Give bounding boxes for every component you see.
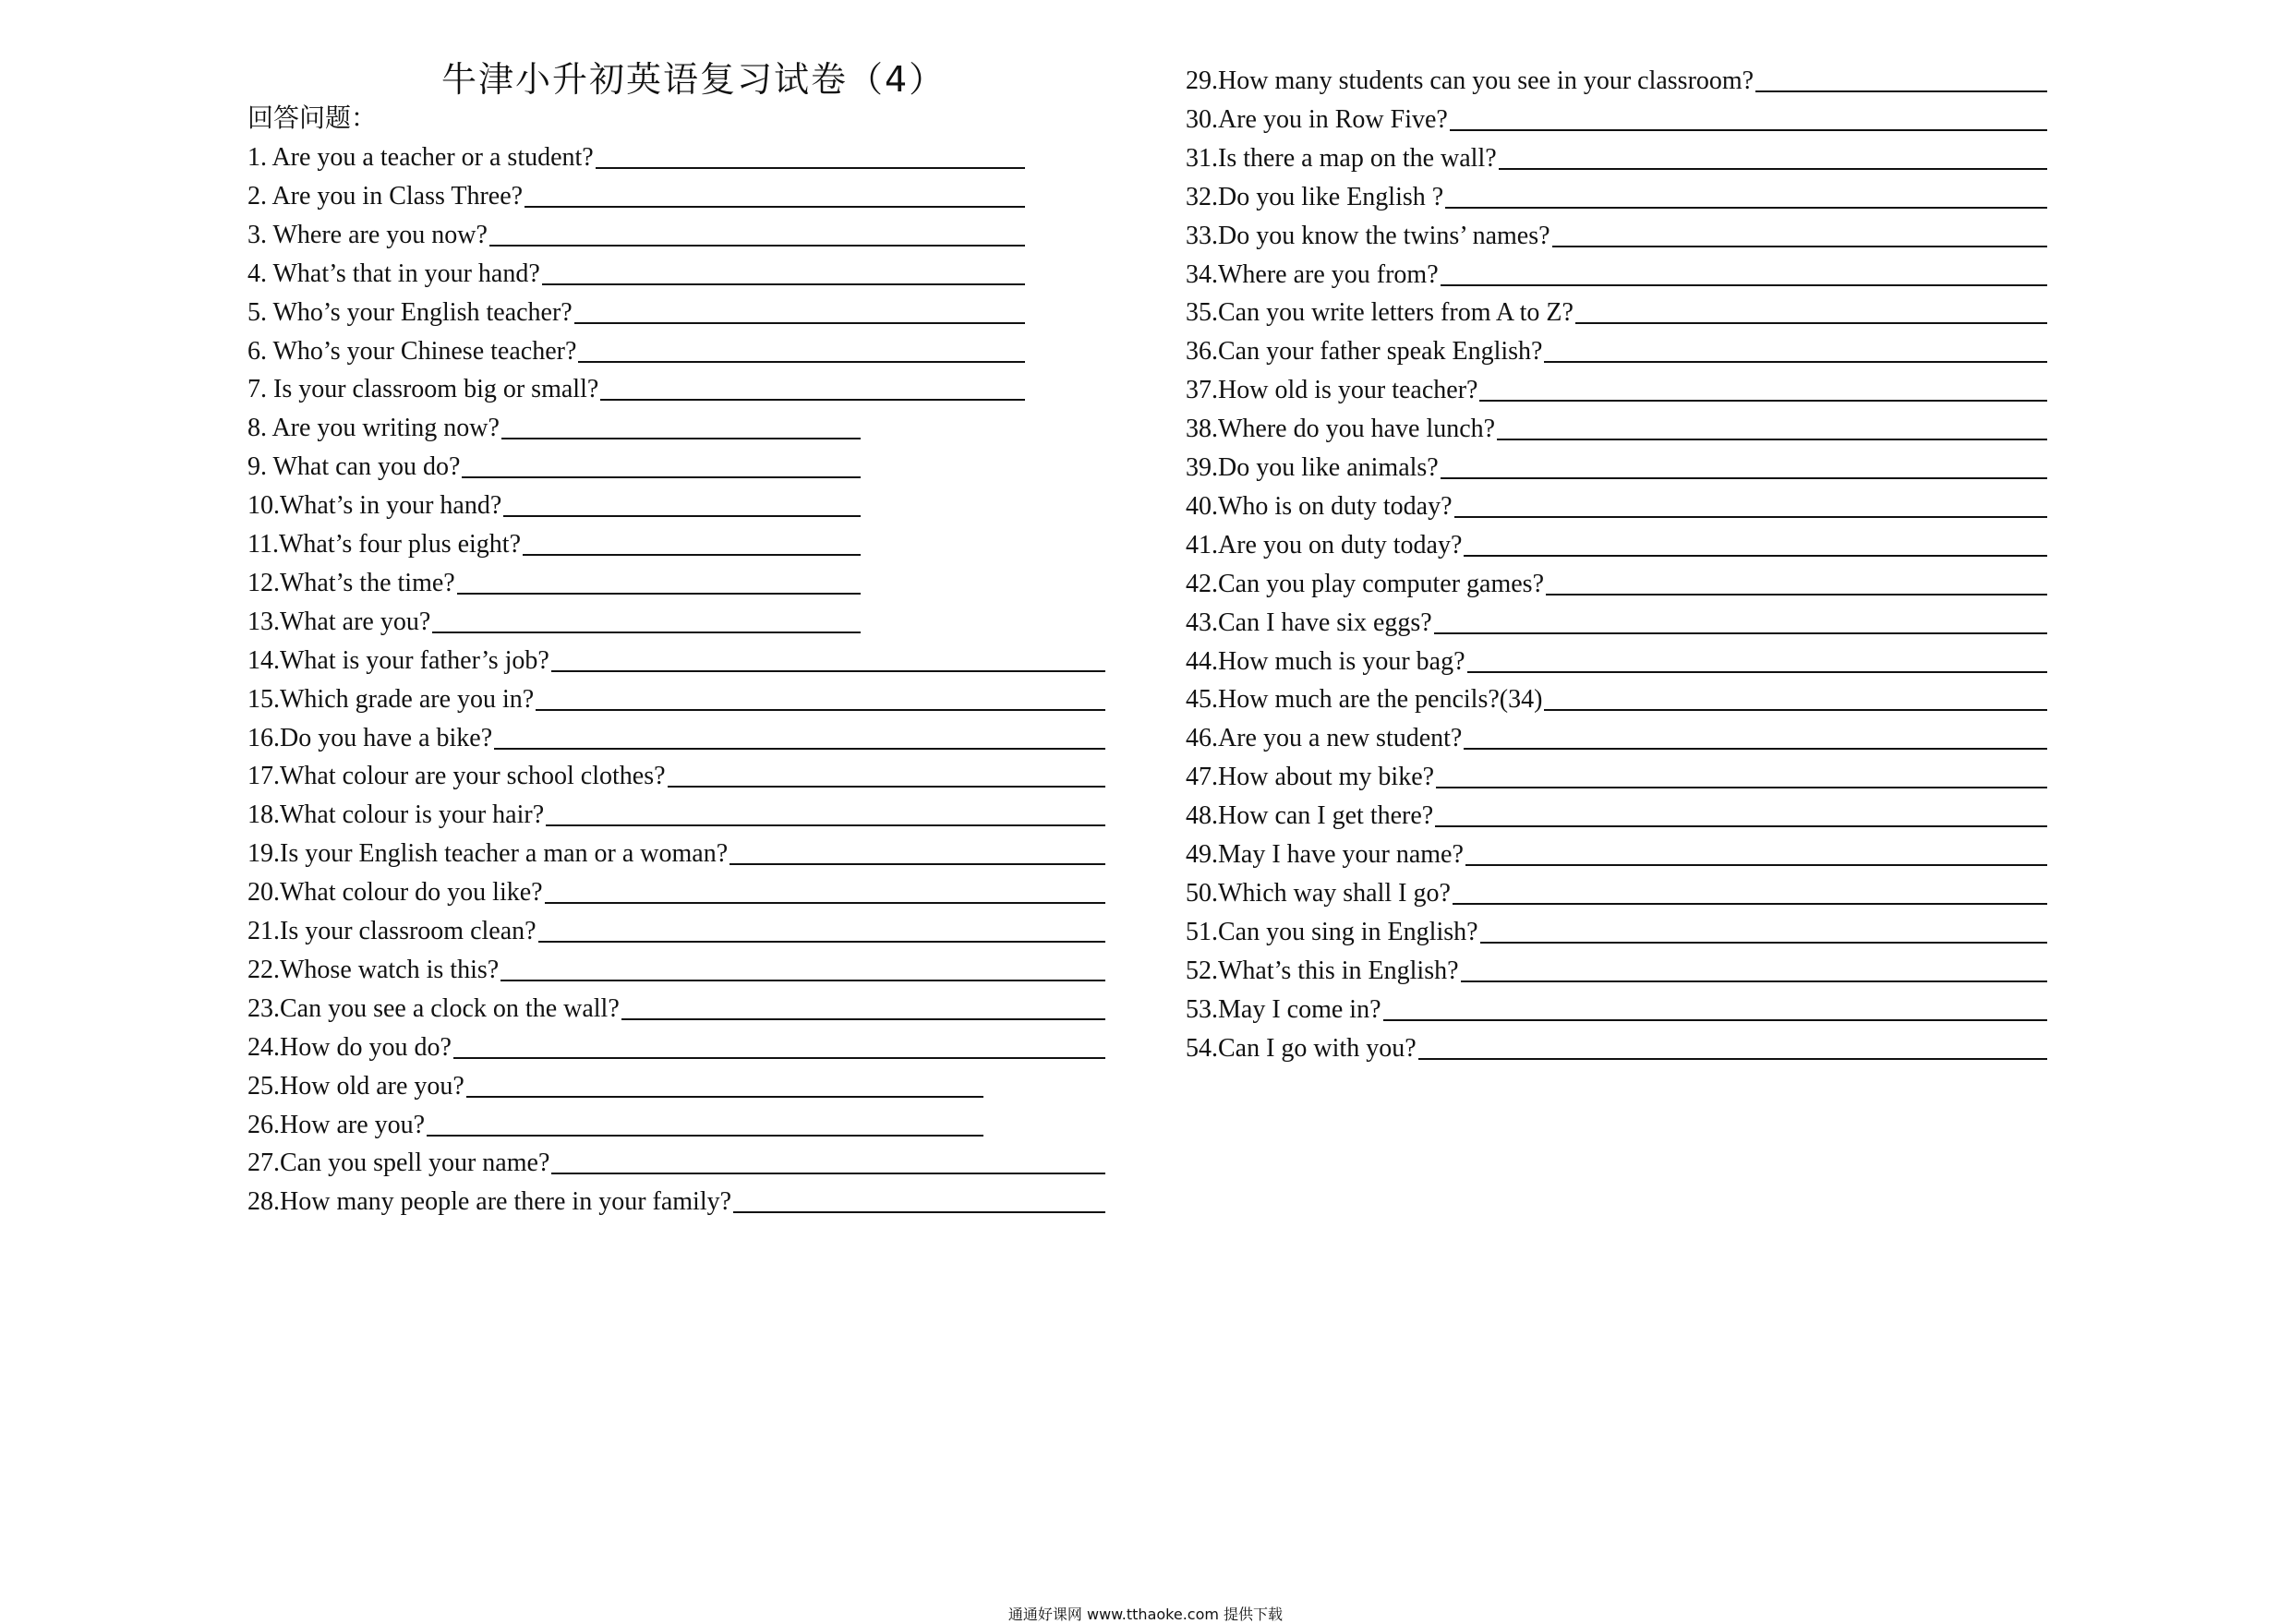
question-row — [247, 678, 1105, 716]
question-text: 5. Who’s your English teacher? — [247, 297, 573, 327]
answer-blank[interactable] — [1552, 246, 2047, 247]
answer-blank[interactable] — [1453, 903, 2047, 905]
question-row — [247, 291, 1025, 330]
question-row — [247, 948, 1105, 987]
question-text: 46.Are you a new student? — [1186, 724, 1463, 753]
question-row — [1186, 407, 2047, 446]
question-text: 1. Are you a teacher or a student? — [247, 143, 594, 172]
answer-blank[interactable] — [500, 980, 1105, 981]
question-text: 36.Can your father speak English? — [1186, 337, 1543, 367]
question-text: 47.How about my bike? — [1186, 763, 1435, 792]
answer-blank[interactable] — [523, 554, 861, 556]
answer-blank[interactable] — [578, 361, 1025, 363]
answer-blank[interactable] — [1479, 400, 2047, 402]
answer-blank[interactable] — [733, 1211, 1105, 1213]
answer-blank[interactable] — [1445, 207, 2047, 209]
answer-blank[interactable] — [1546, 594, 2047, 595]
question-text: 43.Can I have six eggs? — [1186, 607, 1432, 637]
question-text: 11.What’s four plus eight? — [247, 530, 522, 559]
question-row — [247, 252, 1025, 291]
question-text: 4. What’s that in your hand? — [247, 259, 540, 288]
answer-blank[interactable] — [1464, 555, 2047, 557]
question-text: 9. What can you do? — [247, 452, 461, 482]
question-text: 48.How can I get there? — [1186, 801, 1434, 831]
question-row — [1186, 523, 2047, 562]
answer-blank[interactable] — [551, 670, 1105, 672]
answer-blank[interactable] — [1434, 632, 2047, 634]
question-text: 52.What’s this in English? — [1186, 956, 1459, 985]
answer-blank[interactable] — [462, 476, 861, 478]
question-row — [247, 213, 1025, 252]
question-row — [1186, 755, 2047, 794]
question-row — [1186, 253, 2047, 292]
question-text: 27.Can you spell your name? — [247, 1149, 550, 1178]
answer-blank[interactable] — [1497, 439, 2047, 440]
question-row — [247, 716, 1105, 755]
question-row — [247, 445, 861, 484]
question-row — [247, 639, 1105, 678]
question-row — [1186, 910, 2047, 949]
question-row — [247, 909, 1105, 948]
question-text: 6. Who’s your Chinese teacher? — [247, 336, 577, 366]
question-text: 30.Are you in Row Five? — [1186, 104, 1448, 134]
question-text: 17.What colour are your school clothes? — [247, 762, 666, 791]
question-row — [1186, 137, 2047, 175]
question-text: 8. Are you writing now? — [247, 414, 500, 443]
answer-blank[interactable] — [730, 863, 1105, 865]
question-row — [247, 561, 861, 600]
answer-blank[interactable] — [1755, 90, 2047, 92]
question-text: 19.Is your English teacher a man or a woman? — [247, 839, 729, 869]
question-text: 14.What is your father’s job? — [247, 645, 549, 675]
question-row — [1186, 833, 2047, 872]
question-row — [1186, 291, 2047, 330]
answer-blank[interactable] — [1465, 864, 2047, 866]
question-text: 21.Is your classroom clean? — [247, 917, 537, 945]
question-row — [1186, 872, 2047, 910]
question-row — [247, 174, 1025, 213]
answer-blank[interactable] — [574, 322, 1025, 324]
question-row — [1186, 949, 2047, 988]
answer-blank[interactable] — [1383, 1019, 2048, 1021]
question-row — [1186, 98, 2047, 137]
question-text: 31.Is there a map on the wall? — [1186, 143, 1497, 173]
question-text: 33.Do you know the twins’ names? — [1186, 221, 1550, 250]
question-row — [247, 330, 1025, 368]
answer-blank[interactable] — [457, 593, 861, 595]
question-text: 20.What colour do you like? — [247, 878, 543, 908]
question-text: 41.Are you on duty today? — [1186, 530, 1463, 559]
question-text: 37.How old is your teacher? — [1186, 376, 1478, 405]
question-row — [1186, 330, 2047, 368]
section-heading: 回答问题： — [247, 102, 378, 133]
question-row — [247, 1065, 983, 1103]
question-row — [1186, 368, 2047, 407]
answer-blank[interactable] — [501, 438, 861, 439]
question-row — [247, 987, 1105, 1026]
question-text: 16.Do you have a bike? — [247, 723, 493, 752]
question-row — [247, 1141, 1105, 1180]
question-row — [1186, 485, 2047, 523]
answer-blank[interactable] — [545, 902, 1105, 904]
question-row — [247, 136, 1025, 174]
question-text: 32.Do you like English ? — [1186, 182, 1444, 211]
question-row — [1186, 716, 2047, 755]
question-row — [1186, 562, 2047, 601]
question-row — [1186, 59, 2047, 98]
footer-source: 通通好课网 www.tthaoke.com 提供下载 — [1007, 1606, 1284, 1623]
question-row — [247, 832, 1105, 871]
answer-blank[interactable] — [1480, 942, 2047, 944]
answer-blank[interactable] — [1464, 748, 2047, 750]
page-title: 牛津小升初英语复习试卷（4） — [441, 59, 947, 100]
question-row — [247, 1180, 1105, 1219]
answer-blank[interactable] — [1441, 284, 2047, 286]
question-row — [1186, 175, 2047, 214]
answer-blank[interactable] — [1450, 129, 2047, 131]
question-text: 7. Is your classroom big or small? — [247, 375, 599, 404]
question-row — [247, 523, 861, 561]
answer-blank[interactable] — [536, 709, 1105, 711]
answer-blank[interactable] — [1454, 516, 2047, 518]
answer-blank[interactable] — [503, 515, 861, 517]
answer-blank[interactable] — [600, 399, 1025, 401]
answer-blank[interactable] — [489, 245, 1025, 247]
question-text: 13.What are you? — [247, 607, 431, 636]
question-text: 15.Which grade are you in? — [247, 684, 535, 714]
answer-blank[interactable] — [538, 941, 1105, 943]
answer-blank[interactable] — [1461, 980, 2047, 982]
question-row — [247, 600, 861, 639]
answer-blank[interactable] — [546, 824, 1105, 826]
question-row — [247, 367, 1025, 406]
question-text: 29.How many students can you see in your classroom? — [1186, 66, 1754, 95]
answer-blank[interactable] — [1441, 477, 2047, 479]
answer-blank[interactable] — [1436, 787, 2047, 788]
question-row — [1186, 794, 2047, 833]
question-row — [247, 754, 1105, 793]
question-row — [1186, 678, 2047, 716]
answer-blank[interactable] — [1544, 361, 2047, 363]
question-text: 50.Which way shall I go? — [1186, 878, 1451, 908]
question-text: 51.Can you sing in English? — [1186, 917, 1478, 946]
question-row — [1186, 446, 2047, 485]
question-row — [1186, 601, 2047, 640]
question-text: 49.May I have your name? — [1186, 840, 1464, 869]
answer-blank[interactable] — [466, 1096, 983, 1098]
question-text: 24.How do you do? — [247, 1032, 452, 1062]
question-row — [1186, 214, 2047, 253]
answer-blank[interactable] — [1435, 825, 2047, 827]
question-row — [247, 793, 1105, 832]
question-text: 25.How old are you? — [247, 1071, 464, 1101]
question-text: 34.Where are you from? — [1186, 259, 1439, 289]
question-text: 26.How are you? — [247, 1110, 426, 1139]
answer-blank[interactable] — [1544, 709, 2047, 711]
answer-blank[interactable] — [551, 1173, 1105, 1174]
answer-blank[interactable] — [427, 1135, 983, 1137]
question-row — [247, 1103, 983, 1142]
question-text: 35.Can you write letters from A to Z? — [1186, 298, 1574, 328]
question-row — [247, 1026, 1105, 1065]
question-text: 28.How many people are there in your family? — [247, 1187, 732, 1217]
answer-blank[interactable] — [542, 283, 1025, 285]
question-text: 53.May I come in? — [1186, 994, 1381, 1024]
question-text: 44.How much is your bag? — [1186, 646, 1465, 676]
question-text: 42.Can you play computer games? — [1186, 569, 1545, 598]
question-text: 54.Can I go with you? — [1186, 1033, 1417, 1063]
question-text: 23.Can you see a clock on the wall? — [247, 993, 620, 1023]
question-text: 12.What’s the time? — [247, 568, 455, 597]
answer-blank[interactable] — [432, 632, 861, 633]
answer-blank[interactable] — [453, 1057, 1105, 1059]
answer-blank[interactable] — [668, 786, 1105, 788]
answer-blank[interactable] — [1499, 168, 2047, 170]
question-text: 39.Do you like animals? — [1186, 453, 1439, 482]
question-text: 45.How much are the pencils?(34) — [1186, 685, 1543, 715]
question-text: 40.Who is on duty today? — [1186, 491, 1453, 521]
question-row — [247, 484, 861, 523]
question-text: 18.What colour is your hair? — [247, 800, 545, 830]
question-text: 2. Are you in Class Three? — [247, 181, 524, 211]
question-text: 38.Where do you have lunch? — [1186, 415, 1496, 444]
answer-blank[interactable] — [1418, 1058, 2047, 1060]
answer-blank[interactable] — [1467, 671, 2047, 673]
question-text: 22.Whose watch is this? — [247, 955, 500, 984]
answer-blank[interactable] — [494, 748, 1105, 750]
answer-blank[interactable] — [596, 167, 1025, 169]
question-row — [247, 406, 861, 445]
question-text: 10.What’s in your hand? — [247, 491, 502, 521]
question-row — [247, 871, 1105, 909]
answer-blank[interactable] — [621, 1018, 1105, 1020]
question-row — [1186, 640, 2047, 679]
answer-blank[interactable] — [525, 206, 1025, 208]
question-row — [1186, 988, 2047, 1027]
question-row — [1186, 1027, 2047, 1065]
answer-blank[interactable] — [1575, 322, 2047, 324]
question-text: 3. Where are you now? — [247, 220, 488, 249]
